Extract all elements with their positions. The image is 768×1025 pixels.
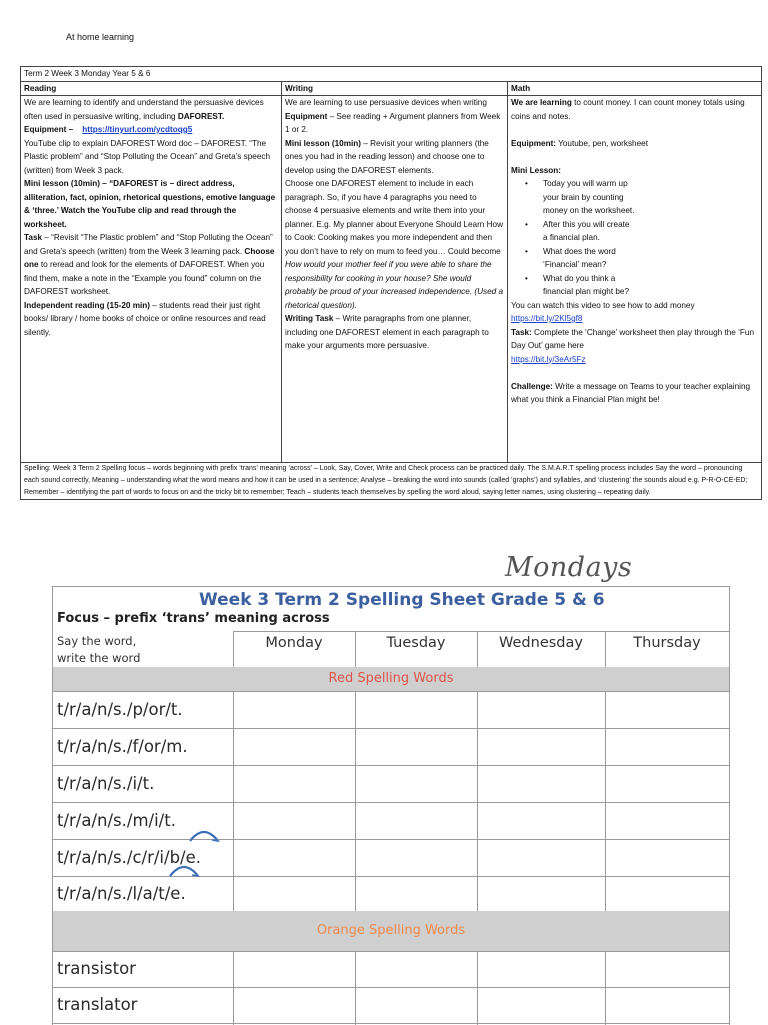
writing-cell (282, 96, 508, 463)
math-challenge (511, 380, 758, 407)
sheet-instruction (57, 633, 227, 667)
red-word: t/r/a/n/s./c/r/i/b/e. (57, 848, 202, 867)
math-intro-text: to count money. I can count money totals using coins and notes. (511, 98, 745, 121)
reading-cell (21, 96, 282, 463)
grid-line (477, 951, 478, 1025)
reading-task-text-1: – “Revisit “The Plastic problem” and “Stop Polluting the Ocean” and Greta’s speech (written) from the Week 3 learning pack. (24, 233, 273, 256)
spelling-focus-note: Spelling: Week 3 Term 2 Spelling focus – words beginning with prefix ‘trans’ meaning ‘across’ – Look, Say, Cover, Write and Check process can be practiced daily. The S.M.A.R.T spelling process includes Say the word – pronouncing each sound correctly, Meaning – understanding what the word means and how it can be used in a sentence; Analyse – breaking the word into sounds (called ‘graphs’) and syllables, and ‘clustering’ the sounds aloud e.g. P-R-O-CE-ED; Remember – identifying the part of words to focus on and the tricky bit to remember; Teach – students teach themselves by spelling the word aloud, saying letter names, using clustering – repeating daily. (21, 463, 762, 500)
grid-line (53, 876, 729, 877)
grid-line (53, 839, 729, 840)
red-word: t/r/a/n/s./l/a/t/e. (57, 884, 186, 903)
reading-independent (24, 299, 278, 340)
reading-task (24, 231, 278, 299)
writing-mini-text: – Revisit your writing planners (the ones you had in the reading lesson) and choose one to develop using the DAFOREST elements. (285, 138, 489, 175)
column-header-reading: Reading (21, 81, 282, 96)
sheet-title: Week 3 Term 2 Spelling Sheet Grade 5 & 6 (199, 590, 605, 610)
reading-intro (24, 96, 278, 123)
plan-title: Term 2 Week 3 Monday Year 5 & 6 (21, 67, 762, 82)
math-task-text: Complete the ‘Change’ worksheet then play through the ‘Fun Day Out’ game here (511, 327, 755, 350)
grid-line (605, 631, 606, 667)
grid-line (53, 765, 729, 766)
blend-arc-mark (167, 862, 201, 878)
math-intro-bold: We are learning (511, 98, 572, 107)
grid-line (233, 631, 729, 632)
math-cell (508, 96, 762, 463)
reading-equipment-text: YouTube clip to explain DAFOREST Word doc – DAFOREST. “The Plastic problem” and “Stop Polluting the Ocean” and Greta’s speech (written) from Week 3 pack. (24, 138, 271, 175)
lesson-plan-table (20, 66, 762, 500)
reading-equipment (24, 123, 278, 177)
grid-line (477, 691, 478, 911)
math-video (511, 299, 758, 326)
orange-word: translator (57, 995, 138, 1014)
math-bullet: • After this you will create a financial plan. (525, 218, 635, 245)
math-equipment-label: Equipment: (511, 138, 557, 148)
red-word: t/r/a/n/s./p/or/t. (57, 700, 183, 719)
math-bullet: • Today you will warm up your brain by counting money on the worksheet. (525, 177, 635, 218)
grid-line (53, 691, 729, 692)
writing-body-text: Choose one DAFOREST element to include in each paragraph. So, if you have 4 paragraphs you need to choose 4 persuasive elements and write them into your planner. E.g. My planner about Everyone Should Learn How to Cook: Cooking makes you more independent and then you don’t have to rely on mum to feed you… Could become (285, 179, 504, 256)
writing-mini-lesson (285, 137, 504, 178)
handwritten-note: Mondays (505, 552, 633, 583)
reading-mini-label: Mini lesson (10min) (24, 179, 100, 188)
writing-equipment-label: Equipment (285, 111, 328, 121)
grid-line (477, 631, 478, 667)
red-word: t/r/a/n/s./i/t. (57, 774, 155, 793)
grid-line (233, 631, 234, 667)
writing-intro: We are learning to use persuasive devices when writing (285, 98, 487, 107)
math-intro (511, 96, 758, 123)
grid-line (355, 631, 356, 667)
writing-task-text: – Write paragraphs from one planner, including one DAFOREST element in each paragraph to make your arguments more persuasive. (285, 314, 489, 350)
instruction-line-2: write the word (57, 651, 141, 665)
day-header-thursday: Thursday (633, 635, 701, 651)
math-task (511, 326, 758, 367)
reading-task-label: Task (24, 233, 43, 242)
reading-independent-text: – students read their just right books/ library / home books of choice or online resources and read silently. (24, 300, 266, 337)
red-word: t/r/a/n/s./f/or/m. (57, 737, 188, 756)
reading-task-text-2: to reread and look for the elements of DAFOREST. When you find them, make a note in the “Example you found” column on the DAFOREST worksheet. (24, 260, 265, 296)
reading-mini-text: – “DAFOREST is – direct address, alliteration, fact, opinion, rhetorical questions, emotive language & ‘three.’ Watch the YouTube clip and read through the worksheet. (24, 179, 276, 229)
sheet-focus: Focus – prefix ‘trans’ meaning across (57, 611, 330, 626)
grid-line (233, 951, 234, 1025)
grid-line (53, 951, 729, 952)
red-words-band: Red Spelling Words (53, 667, 729, 691)
reading-intro-bold: DAFOREST. (177, 111, 225, 121)
red-word: t/r/a/n/s./m/i/t. (57, 811, 176, 830)
math-challenge-text: Write a message on Teams to your teacher explaining what you think a Financial Plan might be! (511, 381, 751, 404)
column-header-math: Math (508, 81, 762, 96)
reading-intro-text: We are learning to identify and understand the persuasive devices often used in persuasive writing, including (24, 98, 264, 121)
writing-equipment-text: – See reading + Argument planners from Week 1 or 2. (285, 111, 501, 134)
writing-italic-example: How would your mother feel if you were able to share the responsibility for cooking in your house? She would probably be proud of your increased independence. (Used a rhetorical question). (285, 260, 504, 310)
orange-words-band: Orange Spelling Words (53, 911, 729, 951)
document-header: At home learning (66, 32, 135, 42)
spelling-sheet (52, 586, 730, 1025)
math-challenge-label: Challenge: (511, 381, 553, 391)
orange-word: transistor (57, 959, 136, 978)
math-video-link[interactable]: https://bit.ly/2Kl5gf8 (511, 314, 583, 323)
math-video-text: You can watch this video to see how to add money (511, 300, 695, 310)
math-task-link[interactable]: https://bit.ly/3eAr5Fz (511, 354, 586, 364)
grid-line (355, 691, 356, 911)
writing-task-label: Writing Task (285, 314, 334, 323)
math-bullet: • What does the word ‘Financial’ mean? (525, 245, 635, 272)
grid-line (605, 951, 606, 1025)
instruction-line-1: Say the word, (57, 634, 137, 648)
reading-task-bold: Choose one (24, 246, 275, 269)
grid-line (355, 951, 356, 1025)
grid-line (233, 691, 234, 911)
blend-arc-mark (187, 827, 221, 843)
reading-independent-label: Independent reading (15-20 min) (24, 300, 151, 310)
math-mini-label: Mini Lesson: (511, 165, 562, 175)
writing-mini-label: Mini lesson (10min) (285, 138, 361, 148)
day-header-monday: Monday (265, 635, 323, 651)
reading-mini-lesson (24, 177, 278, 231)
grid-line (53, 802, 729, 803)
reading-equipment-label: Equipment – (24, 125, 74, 134)
writing-body (285, 177, 504, 312)
math-equipment-text: Youtube, pen, worksheet (556, 138, 648, 148)
math-task-label: Task: (511, 327, 532, 337)
math-bullet-list (511, 177, 758, 299)
reading-equipment-link[interactable]: https://tinyurl.com/ycdtoqg5 (82, 125, 193, 134)
math-bullet: • What do you think a financial plan might be? (525, 272, 635, 299)
writing-task (285, 312, 504, 353)
column-header-writing: Writing (282, 81, 508, 96)
day-header-wednesday: Wednesday (499, 635, 583, 651)
grid-line (53, 728, 729, 729)
grid-line (53, 987, 729, 988)
math-equipment (511, 137, 758, 151)
grid-line (605, 691, 606, 911)
writing-equipment (285, 110, 504, 137)
day-header-tuesday: Tuesday (386, 635, 446, 651)
